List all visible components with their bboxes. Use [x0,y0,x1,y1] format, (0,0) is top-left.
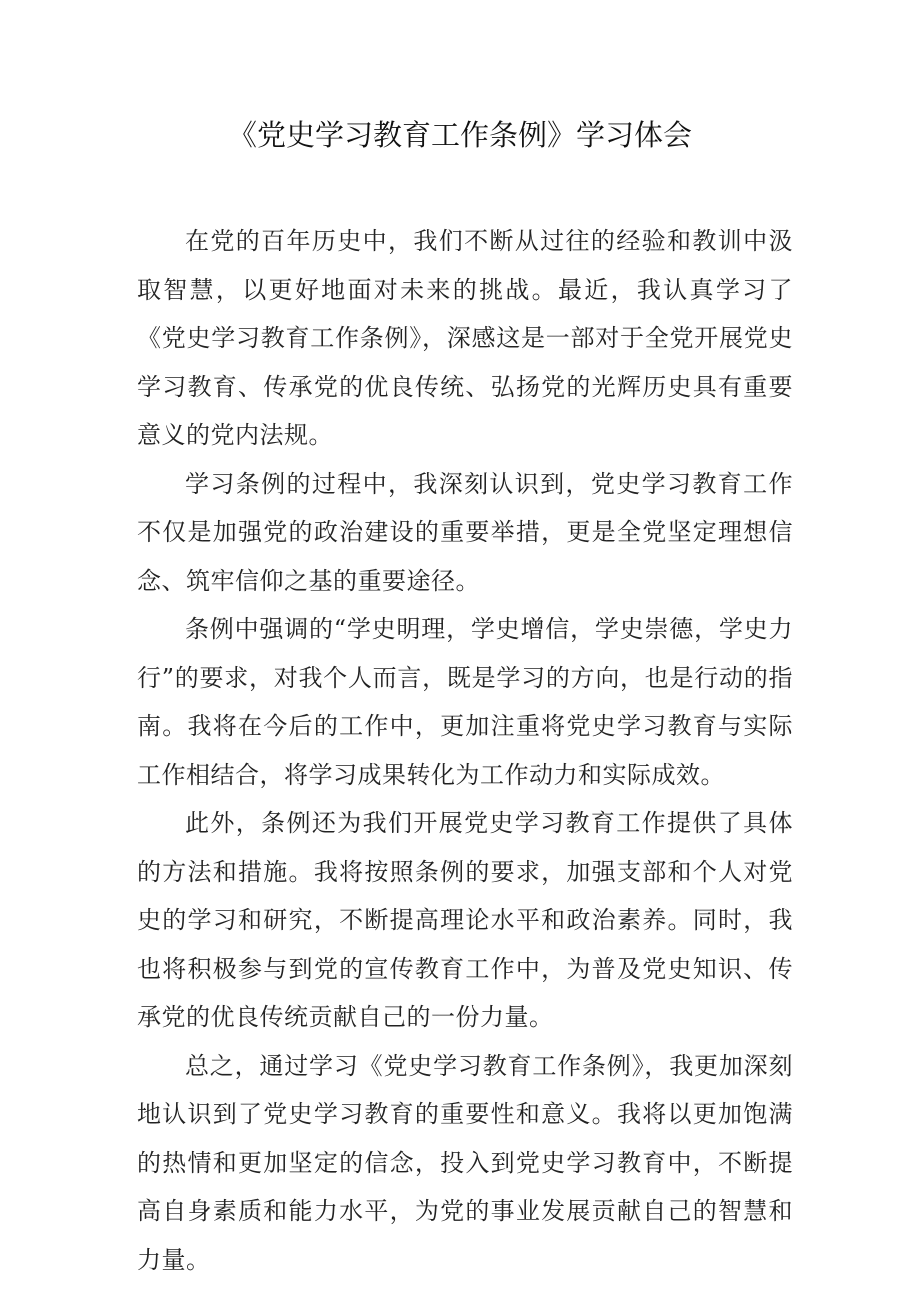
paragraph-4: 此外，条例还为我们开展党史学习教育工作提供了具体的方法和措施。我将按照条例的要求，加强支部和个人对党史的学习和研究，不断提高理论水平和政治素养。同时，我也将积极参与到党的宣传教育工作中，为普及党史知识、传承党的优良传统贡献自己的一份力量。 [137,809,793,1031]
paragraph-5: 总之，通过学习《党史学习教育工作条例》，我更加深刻地认识到了党史学习教育的重要性和意义。我将以更加饱满的热情和更加坚定的信念，投入到党史学习教育中，不断提高自身素质和能力水平，为党的事业发展贡献自己的智慧和力量。 [137,1051,793,1274]
paragraph-3: 条例中强调的“学史明理，学史增信，学史崇德，学史力行”的要求，对我个人而言，既是学习的方向，也是行动的指南。我将在今后的工作中，更加注重将党史学习教育与实际工作相结合，将学习成果转化为工作动力和实际成效。 [137,615,793,789]
document-body [137,217,793,1284]
document-title: 《党史学习教育工作条例》学习体会 [227,118,692,152]
paragraph-2: 学习条例的过程中，我深刻认识到，党史学习教育工作不仅是加强党的政治建设的重要举措，更是全党坚定理想信念、筑牢信仰之基的重要途径。 [137,469,793,595]
paragraph-1: 在党的百年历史中，我们不断从过往的经验和教训中汲取智慧，以更好地面对未来的挑战。最近，我认真学习了《党史学习教育工作条例》，深感这是一部对于全党开展党史学习教育、传承党的优良传统、弘扬党的光辉历史具有重要意义的党内法规。 [137,227,793,449]
